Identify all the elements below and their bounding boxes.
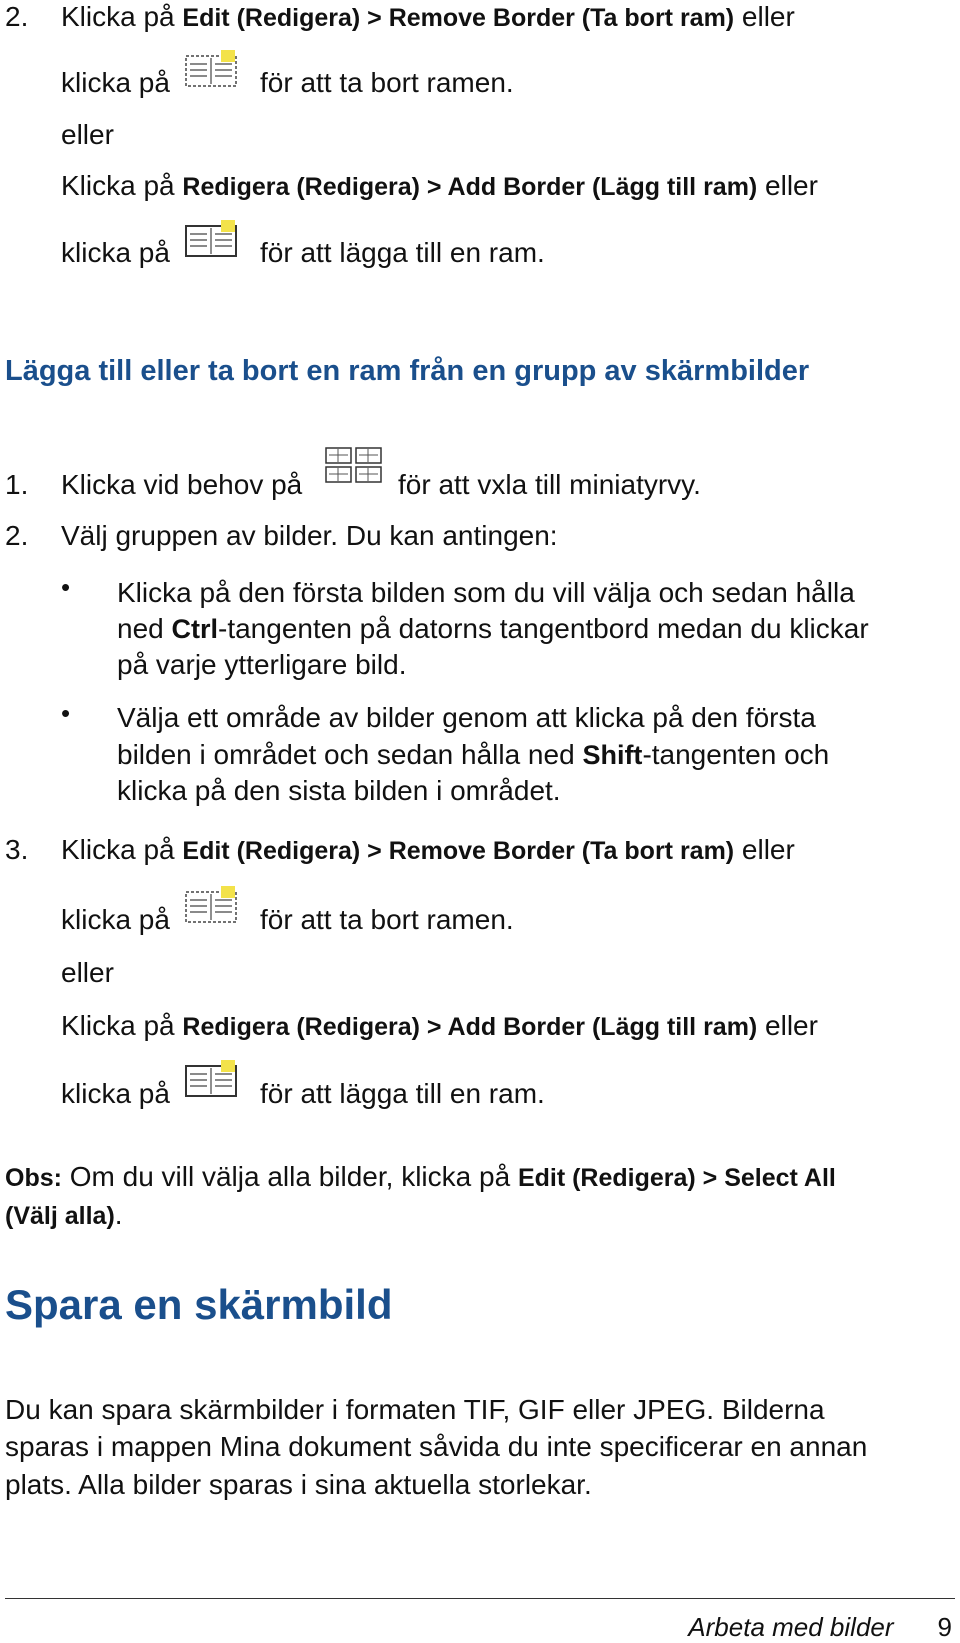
footer xyxy=(688,1611,952,1643)
step-number: 2. xyxy=(5,1,29,32)
thumbnail-view-icon xyxy=(325,446,383,484)
menu-path-add-border: Redigera (Redigera) > Add Border (Lägg till ram) xyxy=(182,173,758,201)
shift-key-label: Shift xyxy=(582,740,643,770)
step-3-line-4: Klicka på Redigera (Redigera) > Add Border (Lägg till ram) eller xyxy=(61,1010,818,1041)
paragraph-line-1: Du kan spara skärmbilder i formaten TIF, GIF eller JPEG. Bilderna xyxy=(5,1394,825,1425)
step-2-line-2b: för att ta bort ramen. xyxy=(260,67,514,98)
bullet-1-line-2: ned Ctrl-tangenten på datorns tangentbord medan du klickar xyxy=(117,613,869,644)
paragraph-line-2: sparas i mappen Mina dokument såvida du inte specificerar en annan xyxy=(5,1431,868,1462)
step-3-line-1: 3. Klicka på Edit (Redigera) > Remove Border (Ta bort ram) eller xyxy=(5,834,795,865)
step-3-line-5b: för att lägga till en ram. xyxy=(260,1078,545,1109)
step-2-line-2a: klicka på xyxy=(61,67,170,98)
step-2-line-3: eller xyxy=(61,119,114,150)
step-2-line-1: 2. Klicka på Edit (Redigera) > Remove Border (Ta bort ram) eller xyxy=(5,1,795,32)
note-line-1: Obs: Om du vill välja alla bilder, klicka på Edit (Redigera) > Select All xyxy=(5,1161,836,1192)
step-2: 2. Välj gruppen av bilder. Du kan antingen: xyxy=(5,520,558,551)
bullet-2-line-3: klicka på den sista bilden i området. xyxy=(117,775,561,806)
bullet-1-line-3: på varje ytterligare bild. xyxy=(117,649,407,680)
bullet-2-line-1: Välja ett område av bilder genom att klicka på den första xyxy=(117,702,816,733)
step-3-line-5a: klicka på xyxy=(61,1078,170,1109)
step-number: 3. xyxy=(5,834,29,865)
step-3-line-2b: för att ta bort ramen. xyxy=(260,904,514,935)
section-heading: Lägga till eller ta bort en ram från en grupp av skärmbilder xyxy=(5,355,810,387)
step-1-tail: för att vxla till miniatyrvy. xyxy=(398,469,701,500)
bullet-1-line-1: Klicka på den första bilden som du vill välja och sedan hålla xyxy=(117,577,855,608)
step-2-line-5a: klicka på xyxy=(61,237,170,268)
ctrl-key-label: Ctrl xyxy=(171,614,218,644)
step-3-line-2a: klicka på xyxy=(61,904,170,935)
note-line-2: (Välj alla). xyxy=(5,1199,123,1230)
bullet-marker: • xyxy=(61,572,71,602)
step-3-line-3: eller xyxy=(61,957,114,988)
menu-path-add-border: Redigera (Redigera) > Add Border (Lägg till ram) xyxy=(182,1013,758,1041)
footer-title: Arbeta med bilder xyxy=(688,1612,894,1642)
page-number: 9 xyxy=(937,1612,952,1642)
step-2-line-4: Klicka på Redigera (Redigera) > Add Border (Lägg till ram) eller xyxy=(61,170,818,201)
menu-path-remove-border: Edit (Redigera) > Remove Border (Ta bort ram) xyxy=(182,4,735,32)
add-border-icon xyxy=(185,1060,239,1100)
paragraph-line-3: plats. Alla bilder sparas i sina aktuella storlekar. xyxy=(5,1469,592,1500)
step-number: 2. xyxy=(5,520,29,551)
step-number: 1. xyxy=(5,469,29,500)
page-heading: Spara en skärmbild xyxy=(5,1281,393,1328)
add-border-icon xyxy=(185,220,239,260)
menu-path-remove-border: Edit (Redigera) > Remove Border (Ta bort ram) xyxy=(182,837,735,865)
menu-path-select-all: Edit (Redigera) > Select All xyxy=(517,1164,836,1192)
bullet-2-line-2: bilden i området och sedan hålla ned Shift-tangenten och xyxy=(117,739,830,770)
bullet-marker: • xyxy=(61,698,71,728)
remove-border-icon xyxy=(185,50,239,90)
remove-border-icon xyxy=(185,886,239,926)
footer-divider xyxy=(5,1598,955,1599)
note-label: Obs: xyxy=(5,1164,62,1192)
step-2-line-5b: för att lägga till en ram. xyxy=(260,237,545,268)
step-1: 1. Klicka vid behov på xyxy=(5,469,303,500)
